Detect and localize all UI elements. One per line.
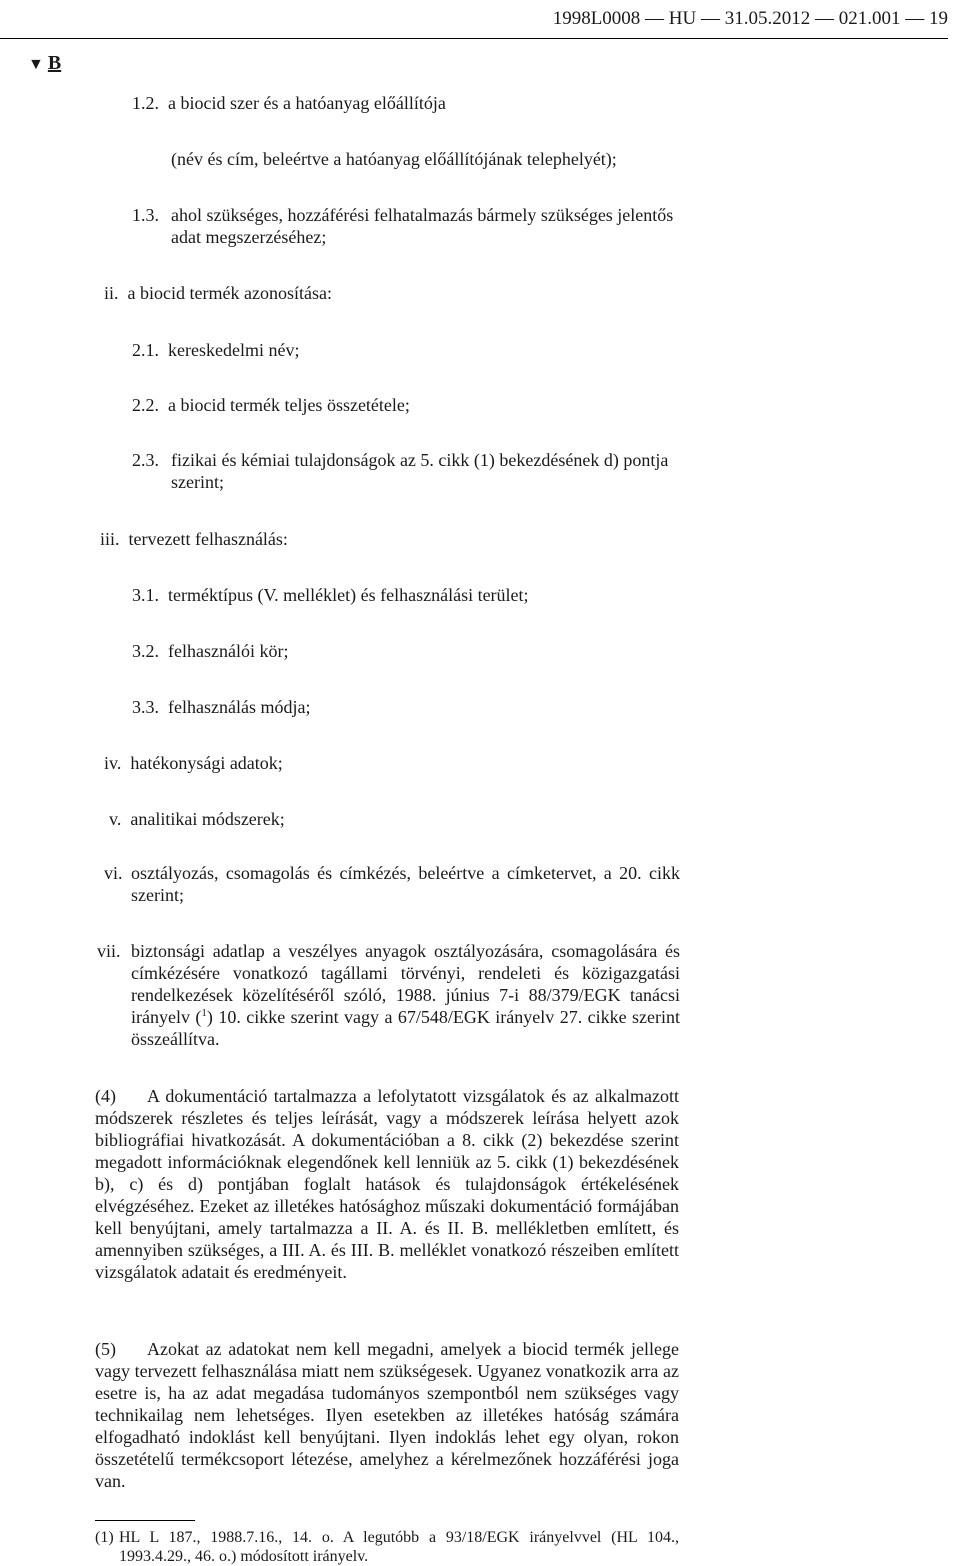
- item-text: analitikai módszerek;: [130, 809, 285, 829]
- item-text: osztályozás, csomagolás és címkézés, beleértve a címketervet, a 20. cikk szerint;: [131, 863, 680, 905]
- item-text: tervezett felhasználás:: [128, 529, 288, 549]
- item-iii: [100, 528, 288, 550]
- item-2-1: [132, 339, 299, 361]
- item-number: ii.: [104, 283, 119, 303]
- item-text: felhasználói kör;: [168, 641, 289, 661]
- running-head-text: 1998L0008 — HU — 31.05.2012 — 021.001 — 19: [552, 8, 948, 29]
- item-text-part: ) 10. cikke szerint vagy a 67/548/EGK irányelv 27. cikke szerint összeállítva.: [131, 1007, 680, 1049]
- item-1-2-sub: (név és cím, beleértve a hatóanyag előállítójának telephelyét);: [171, 149, 617, 169]
- item-number: v.: [109, 809, 122, 829]
- item-3-2: [132, 640, 288, 662]
- paragraph-number: (5): [95, 1339, 116, 1359]
- item-vi: [104, 862, 680, 906]
- footnote-reference[interactable]: 1: [201, 1007, 207, 1019]
- item-text: [131, 940, 680, 1050]
- item-number: vi.: [104, 863, 123, 883]
- item-number: 2.2.: [132, 395, 159, 415]
- footnote: [95, 1528, 679, 1566]
- item-1-3: [132, 204, 680, 248]
- footnote-number: (1): [95, 1529, 114, 1546]
- item-iv: [104, 752, 283, 774]
- paragraph-5: [95, 1338, 679, 1492]
- item-number: 2.3.: [132, 450, 159, 470]
- item-text: a biocid szer és a hatóanyag előállítója: [168, 93, 446, 113]
- paragraph-text: Azokat az adatokat nem kell megadni, amelyek a biocid termék jellege vagy tervezett felhasználása miatt nem szükségesek. Ugyanez vonatkozik arra az esetre is, ha az adat megadása tudományos szempontból nem szükséges vagy technikailag nem lehetséges. Ilyen esetekben az illetékes hatóság számára elfogadható indoklást kell benyújtani. Ilyen indoklás lehet egy olyan, rokon összetételű termékcsoport létezése, amelyhez a kérelmezőnek hozzáférési joga van.: [95, 1339, 679, 1491]
- amendment-marker: [28, 52, 61, 76]
- item-vii: [97, 940, 680, 1050]
- item-v: [109, 808, 285, 830]
- item-text: hatékonysági adatok;: [130, 753, 283, 773]
- item-3-3: [132, 696, 310, 718]
- paragraph-4: [95, 1085, 679, 1283]
- item-text: felhasználás módja;: [168, 697, 311, 717]
- item-text: a biocid termék azonosítása:: [127, 283, 332, 303]
- item-number: vii.: [97, 941, 121, 961]
- item-text: ahol szükséges, hozzáférési felhatalmazás bármely szükséges jelentős adat megszerzéséhez;: [171, 205, 674, 247]
- item-text: terméktípus (V. melléklet) és felhasználási terület;: [168, 585, 529, 605]
- item-text: kereskedelmi név;: [168, 340, 300, 360]
- paragraph-number: (4): [95, 1086, 116, 1106]
- item-2-3: [132, 449, 680, 493]
- item-2-2: [132, 394, 410, 416]
- triangle-down-icon: ▼: [28, 56, 44, 73]
- item-number: 1.3.: [132, 205, 159, 225]
- item-number: iv.: [104, 753, 122, 773]
- item-number: 3.1.: [132, 585, 159, 605]
- item-number: 1.2.: [132, 93, 159, 113]
- item-number: 3.3.: [132, 697, 159, 717]
- footnote-divider: [95, 1520, 195, 1521]
- paragraph-text: A dokumentáció tartalmazza a lefolytatott vizsgálatok és az alkalmazott módszerek részletes és teljes leírását, vagy a módszerek leírása helyett azok bibliográfiai hivatkozását. A dokumentációban a 8. cikk (2) bekezdése szerint megadott információknak elegendőnek kell lenniük az 5. cikk (1) bekezdésének b), c) és d) pontjában foglalt hatások és tulajdonságok értékelésének elvégzéséhez. Ezeket az illetékes hatósághoz műszaki dokumentáció formájában kell benyújtani, amely tartalmazza a II. A. és II. B. mellékletben említett, és amennyiben szükséges, a III. A. és III. B. melléklet vonatkozó részeiben említett vizsgálatok adatait és eredményeit.: [95, 1086, 679, 1282]
- item-1-2: [132, 92, 446, 114]
- item-text-part: biztonsági adatlap a veszélyes anyagok osztályozására, csomagolására és címkézésére vonatkozó tagállami törvényi, rendeleti és közigazgatási rendelkezések közelítéséről szóló, 1988. június 7-i 88/379/EGK tanácsi irányelv (: [131, 941, 680, 1027]
- marker-label: B: [47, 52, 62, 74]
- running-header: [0, 8, 948, 39]
- item-text: a biocid termék teljes összetétele;: [168, 395, 410, 415]
- item-number: iii.: [100, 529, 120, 549]
- item-number: 3.2.: [132, 641, 159, 661]
- footnote-text: HL L 187., 1988.7.16., 14. o. A legutóbb a 93/18/EGK irányelvvel (HL 104., 1993.4.29., 46. o.) módosított irányelv.: [119, 1529, 679, 1565]
- item-ii: [104, 282, 332, 304]
- item-number: 2.1.: [132, 340, 159, 360]
- item-text: fizikai és kémiai tulajdonságok az 5. cikk (1) bekezdésének d) pontja szerint;: [171, 450, 669, 492]
- item-3-1: [132, 584, 529, 606]
